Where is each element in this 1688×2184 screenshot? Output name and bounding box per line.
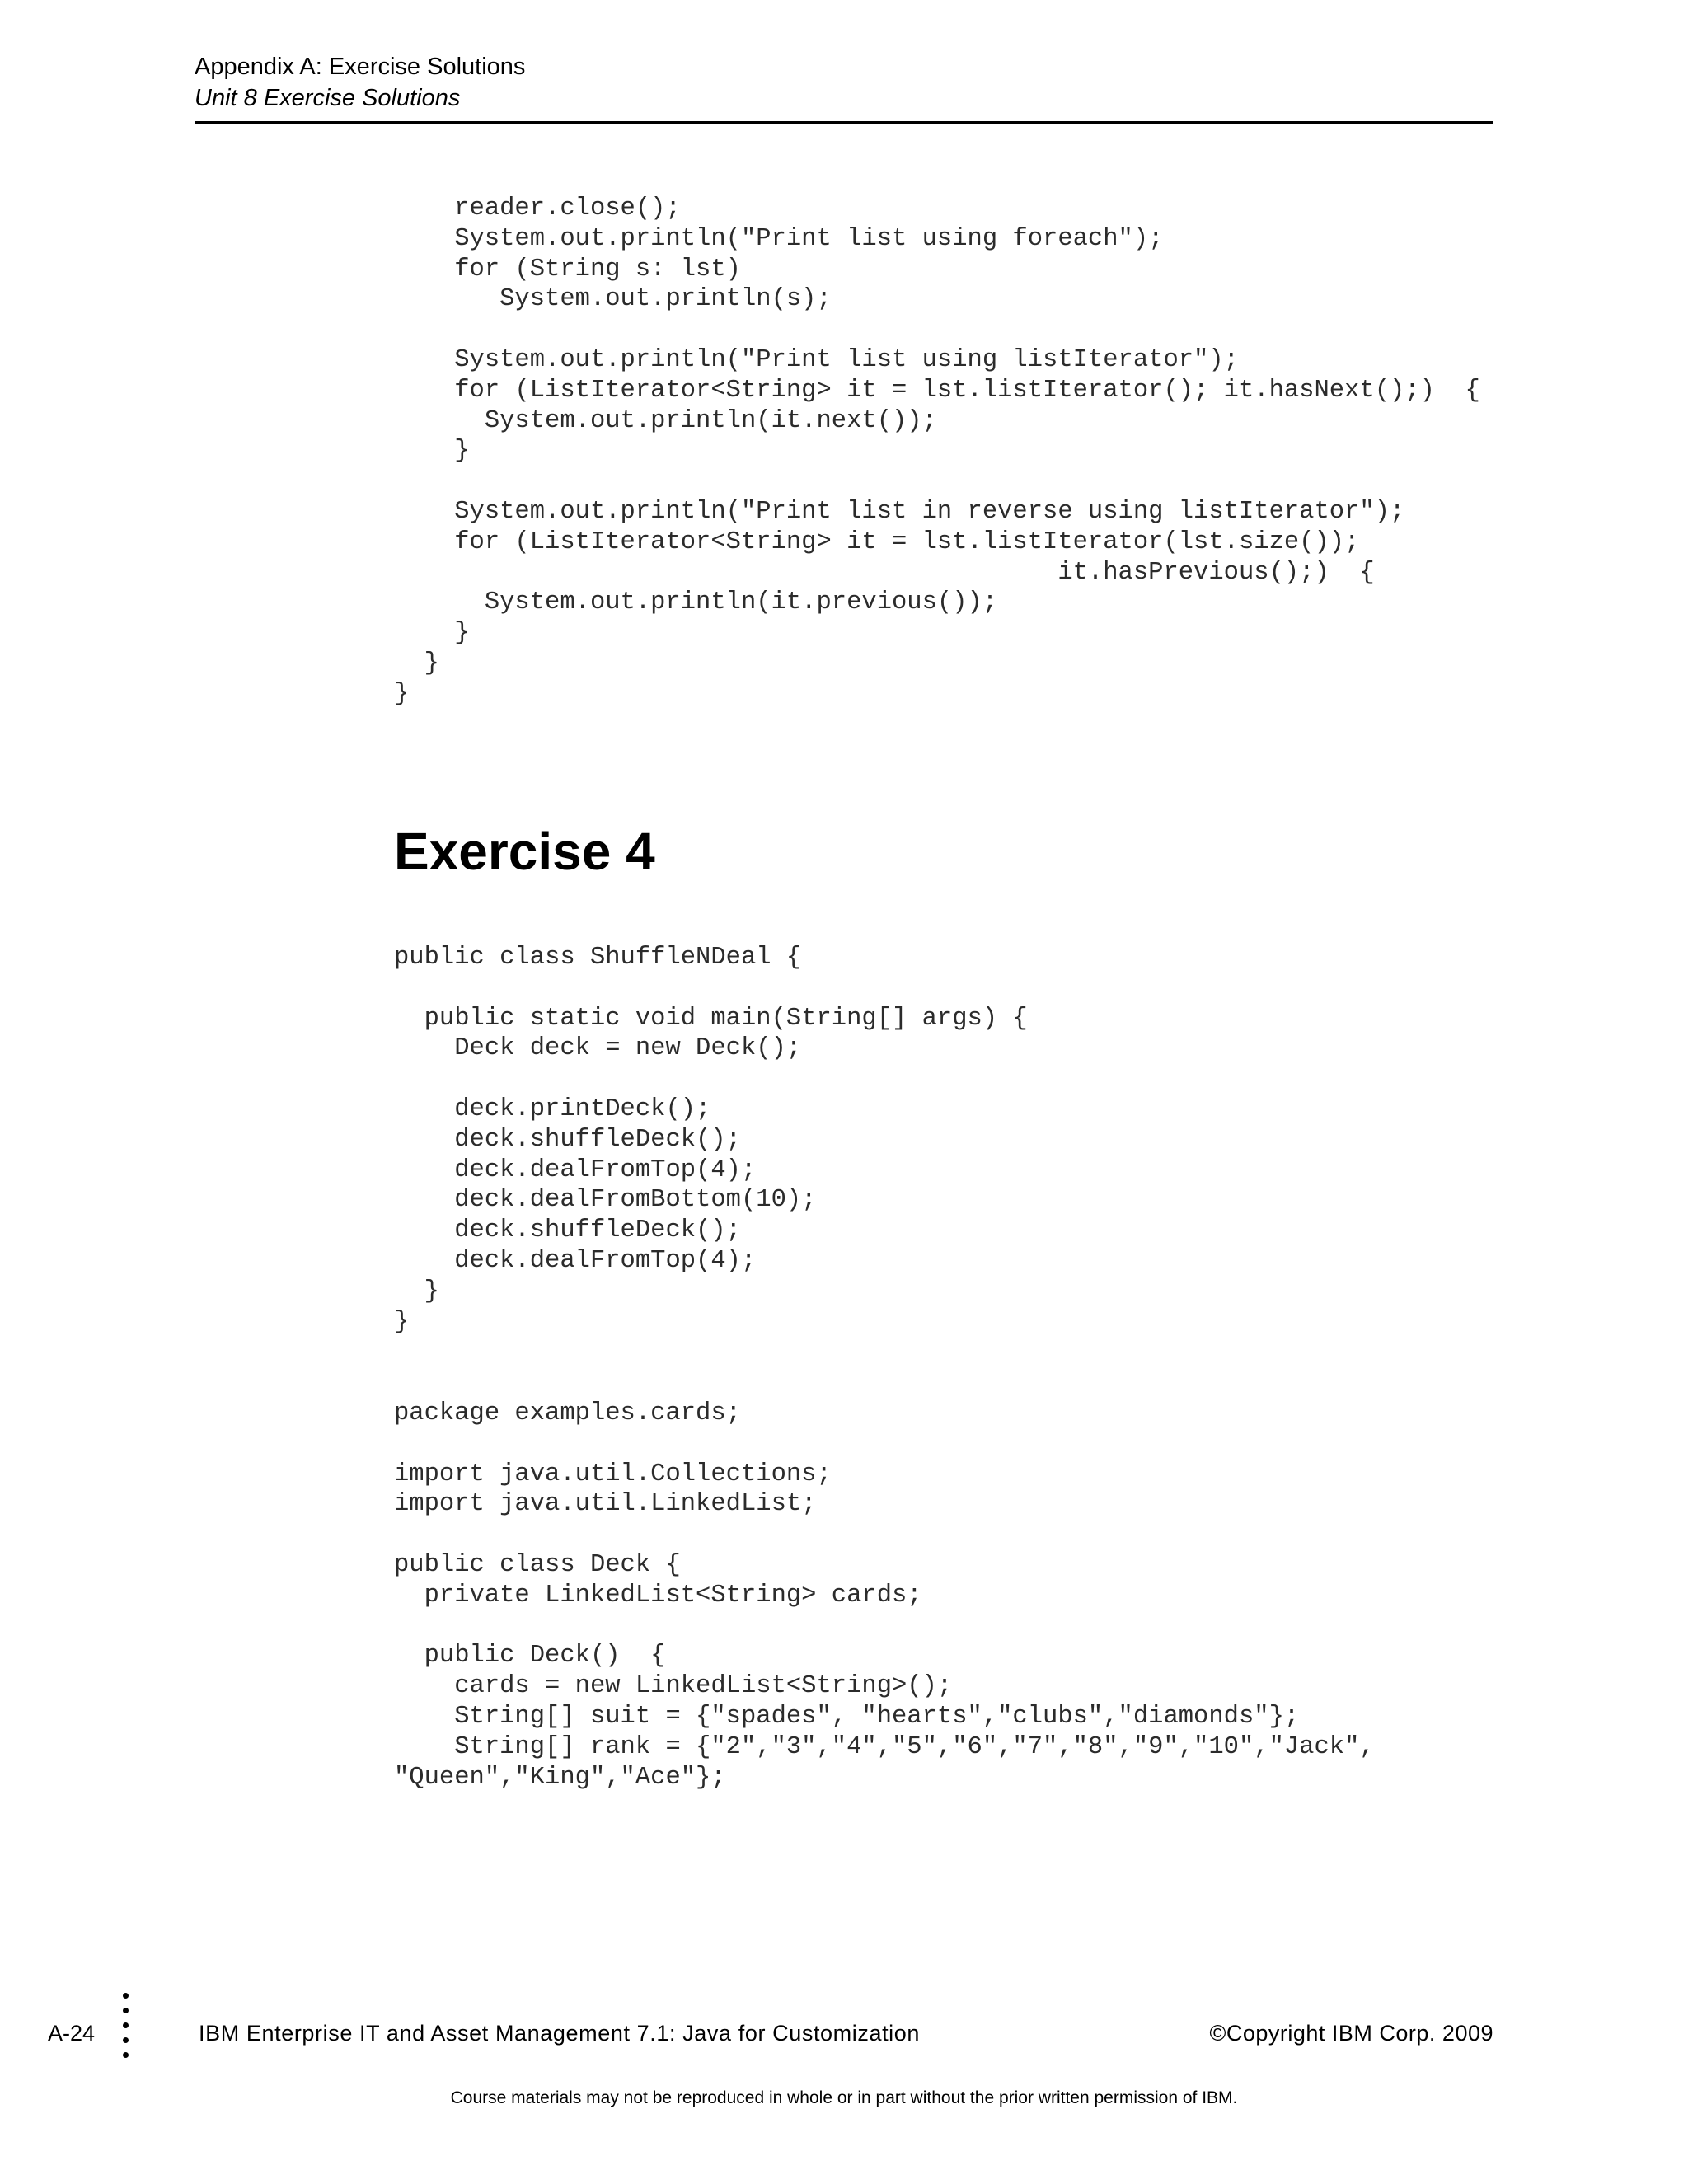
footer-copyright: ©Copyright IBM Corp. 2009 — [1209, 2021, 1493, 2046]
header-divider — [195, 121, 1493, 124]
footer-notice: Course materials may not be reproduced in whole or in part without the prior written permission of IBM. — [450, 2088, 1238, 2107]
footer-dots-ornament — [123, 1993, 129, 2067]
running-header — [195, 51, 1493, 114]
code-shufflendeal-class: public class ShuffleNDeal { public static void main(String[] args) { Deck deck = new Deck(); deck.printDeck(); deck.shuffleDeck(); deck.dealFromTop(4); deck.dealFromBottom(10); deck.shuffleDeck(); deck.dealFromTop(4); } } — [394, 944, 1028, 1336]
section-heading: Exercise 4 — [394, 822, 655, 881]
header-unit-title: Unit 8 Exercise Solutions — [195, 85, 461, 111]
code-deck-class: package examples.cards; import java.util.Collections; import java.util.LinkedList; public class Deck { private LinkedList<String> cards; public Deck() { cards = new LinkedList<String>(); String[] suit = {"spades", "hearts","clubs","diamonds"}; String[] rank = {"2","3","4","5","6","7","8","9","10","Jack", "Queen","King","Ace"}; — [394, 1399, 1375, 1792]
page-number: A-24 — [48, 2021, 96, 2046]
footer-course-title: IBM Enterprise IT and Asset Management 7.1: Java for Customization — [199, 2021, 921, 2046]
header-appendix-title: Appendix A: Exercise Solutions — [195, 54, 526, 80]
code-listing-iterator-example: reader.close(); System.out.println("Print list using foreach"); for (String s: lst) System.out.println(s); System.out.println("Print list using listIterator"); for (ListIterator<String> it = lst.listIterator(); it.hasNext();) { System.out.println(it.next()); } System.out.println("Print list in reverse using listIterator"); for (ListIterator<String> it = lst.listIterator(lst.size()); it.hasPrevious();) { System.out.println(it.previous()); } } } — [394, 194, 1480, 708]
